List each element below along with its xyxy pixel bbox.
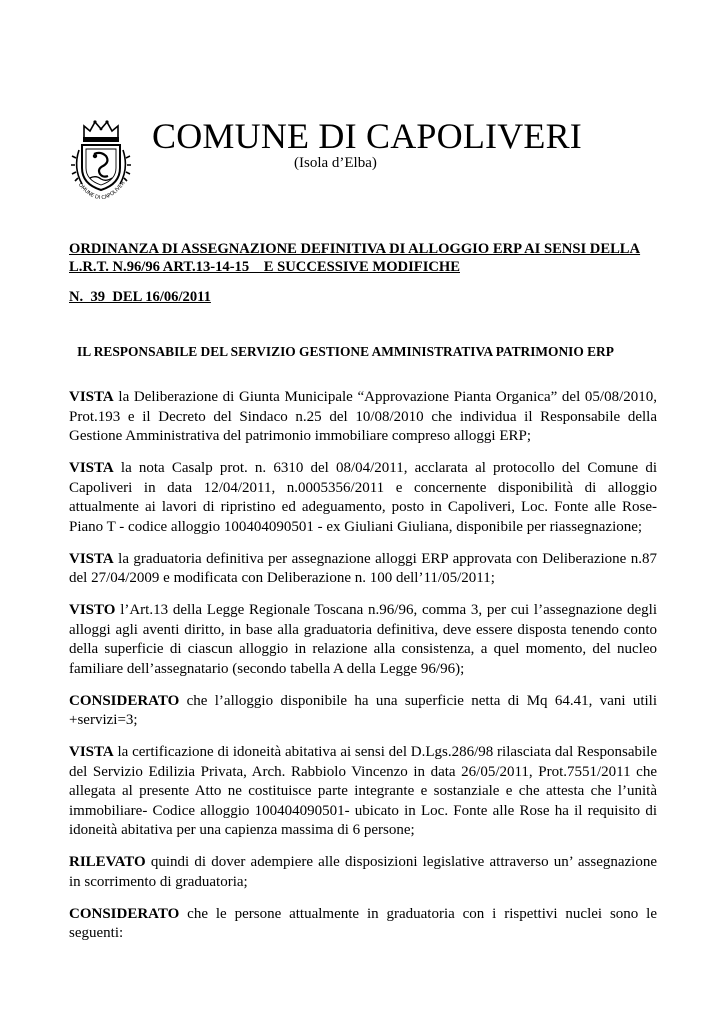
paragraph-text: che l’alloggio disponibile ha una superficie netta di Mq 64.41, vani utili +servizi=3; xyxy=(69,692,657,728)
ordinance-title xyxy=(69,240,659,276)
paragraph-text: la graduatoria definitiva per assegnazione alloggi ERP approvata con Deliberazione n.87 del 27/04/2009 e modificata con Deliberazione n. 100 dell’11/05/2011; xyxy=(69,550,657,586)
paragraph-keyword: RILEVATO xyxy=(69,854,146,870)
responsible-officer-heading: IL RESPONSABILE DEL SERVIZIO GESTIONE AMMINISTRATIVA PATRIMONIO ERP xyxy=(77,344,614,359)
crest-lettering: OMUNE DI CAPOLIVER xyxy=(76,180,127,202)
ordinance-number: N. 39 DEL 16/06/2011 xyxy=(69,289,211,305)
paragraph-keyword: VISTA xyxy=(69,460,114,476)
paragraph xyxy=(69,743,657,841)
paragraph-text: la nota Casalp prot. n. 6310 del 08/04/2011, acclarata al protocollo del Comune di Capoliveri in data 12/04/2011, n.0005356/2011 e concernente disponibilità di alloggio attualmente ai lavori di ripristino ed adeguamento, posto in Capoliveri, Loc. Fonte alle Rose- Piano T - codice alloggio 100404090501 - ex Giuliani Giuliana, disponibile per riassegnazione; xyxy=(69,460,657,535)
paragraph-text: la Deliberazione di Giunta Municipale “Approvazione Pianta Organica” del 05/08/2010, Prot.193 e il Decreto del Sindaco n.25 del 10/08/2010 che individua il Responsabile della Gestione Amministrativa del patrimonio immobiliare compreso alloggi ERP; xyxy=(69,389,657,444)
paragraph-keyword: VISTA xyxy=(69,389,114,405)
paragraph-text: che le persone attualmente in graduatoria con i rispettivi nuclei sono le seguenti: xyxy=(69,905,657,941)
paragraph-keyword: VISTO xyxy=(69,602,116,618)
paragraph-keyword: VISTA xyxy=(69,550,114,567)
ordinance-title-line: ORDINANZA DI ASSEGNAZIONE DEFINITIVA DI ALLOGGIO ERP AI SENSI DELLA xyxy=(69,241,641,257)
paragraph-text: l’Art.13 della Legge Regionale Toscana n.96/96, comma 3, per cui l’assegnazione degli alloggi agli aventi diritto, in base alla graduatoria definitiva, deve essere disposta tenendo conto della superficie di ciascun alloggio in relazione alla consistenza, a quel momento, del nucleo familiare dell’assegnatario (secondo tabella A della Legge 96/96); xyxy=(69,602,657,677)
municipality-name: COMUNE DI CAPOLIVERI xyxy=(152,116,582,156)
paragraph xyxy=(69,692,657,731)
paragraph xyxy=(69,853,657,892)
paragraph-text: la certificazione di idoneità abitativa ai sensi del D.Lgs.286/98 rilasciata dal Responsabile del Servizio Edilizia Privata, Arch. Rabbiolo Vincenzo in data 26/05/2011, Prot.7551/2011 che allegata al presente Atto ne costituisce parte integrante e sostanziale e che attesta che l’unità immobiliare- Codice alloggio 100404090501- ubicato in Loc. Fonte alle Rose ha il requisito di idoneità abitativa per una capienza massima di 6 persone; xyxy=(69,744,657,838)
paragraph xyxy=(69,905,657,944)
paragraph-text: quindi di dover adempiere alle disposizioni legislative attraverso un’ assegnazione in scorrimento di graduatoria; xyxy=(69,854,657,890)
paragraph xyxy=(69,601,657,679)
paragraph xyxy=(69,550,657,589)
municipality-subtitle: (Isola d’Elba) xyxy=(294,155,377,171)
paragraph-keyword: CONSIDERATO xyxy=(69,692,180,709)
paragraph xyxy=(69,459,657,537)
document-body xyxy=(69,388,657,956)
paragraph-keyword: VISTA xyxy=(69,744,114,760)
coat-of-arms-icon xyxy=(70,118,132,213)
paragraph xyxy=(69,388,657,447)
ordinance-title-line: L.R.T. N.96/96 ART.13-14-15 E SUCCESSIVE MODIFICHE xyxy=(69,259,460,275)
paragraph-keyword: CONSIDERATO xyxy=(69,905,180,922)
